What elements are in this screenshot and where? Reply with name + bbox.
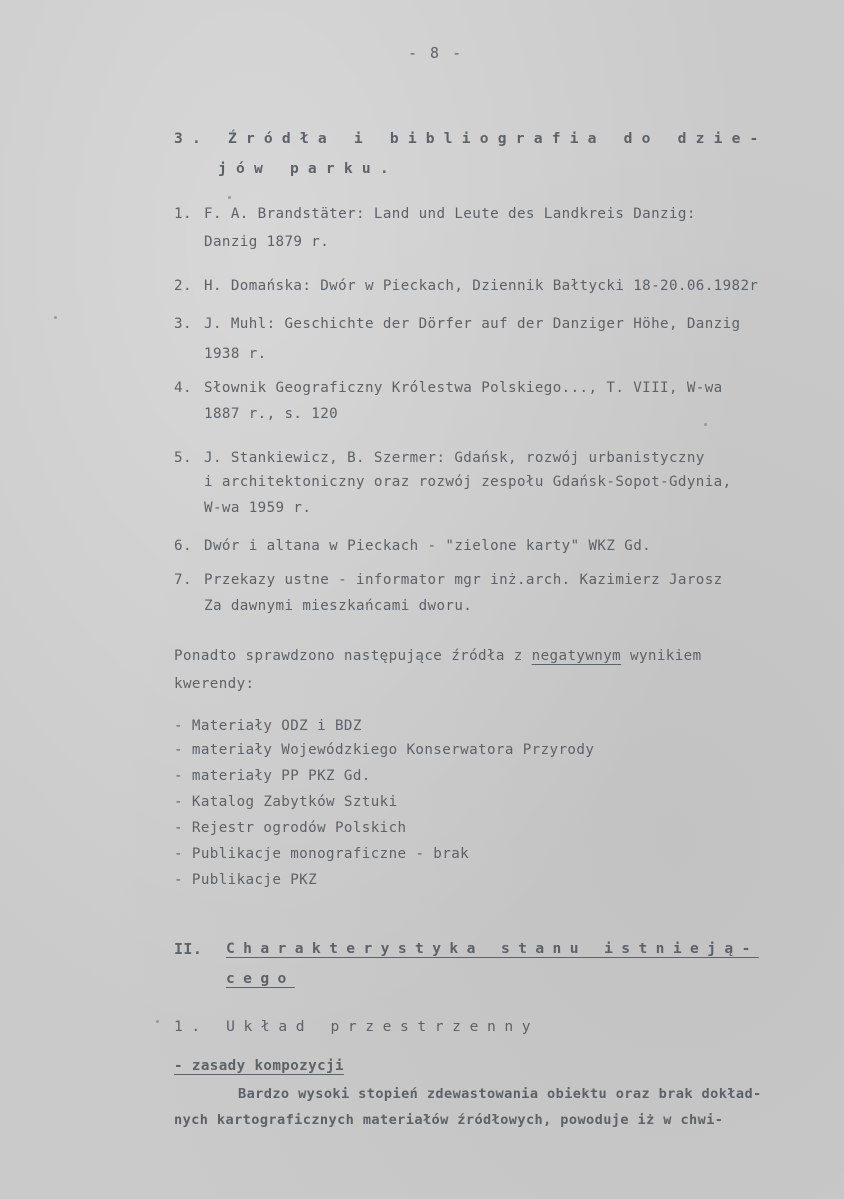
query-intro-line2: kwerendy: <box>174 676 255 692</box>
query-intro-line1 <box>174 648 702 664</box>
bib-item-2-line1: H. Domańska: Dwór w Pieckach, Dziennik Bałtycki 18-20.06.1982r <box>204 278 759 294</box>
checked-source-item: - Publikacje PKZ <box>174 872 318 888</box>
bib-item-4-num: 4. <box>174 380 192 396</box>
paragraph-line1: Bardzo wysoki stopień zdewastowania obiektu oraz brak dokład- <box>238 1086 762 1102</box>
bib-item-4-line1: Słownik Geograficzny Królestwa Polskiego..., T. VIII, W-wa <box>204 380 723 396</box>
bib-item-1-line2: Danzig 1879 r. <box>204 234 330 250</box>
bib-item-7-num: 7. <box>174 572 192 588</box>
bib-item-5-line1: J. Stankiewicz, B. Szermer: Gdańsk, rozwój urbanistyczny <box>204 450 705 466</box>
paper-speck <box>54 316 57 319</box>
section-heading: 3. Źródła i bibliografia do dzie- <box>174 130 768 147</box>
subsection-heading: 1. Układ przestrzenny <box>174 1018 540 1035</box>
bib-item-5-line2: i architektoniczny oraz rozwój zespołu Gdańsk-Sopot-Gdynia, <box>204 474 732 490</box>
checked-source-item: - Katalog Zabytków Sztuki <box>174 794 398 810</box>
checked-source-item: - Materiały ODZ i BDZ <box>174 718 362 734</box>
bib-item-7-line2: Za dawnymi mieszkańcami dworu. <box>204 598 473 614</box>
bib-item-3-line2: 1938 r. <box>204 346 267 362</box>
bib-item-1-num: 1. <box>174 206 192 222</box>
checked-source-item: - materiały PP PKZ Gd. <box>174 768 371 784</box>
bib-item-6-num: 6. <box>174 538 192 554</box>
bib-item-1-line1: F. A. Brandstäter: Land und Leute des Landkreis Danzig: <box>204 206 696 222</box>
query-intro-pre: Ponadto sprawdzono następujące źródła z <box>174 648 532 664</box>
paper-speck <box>704 423 707 426</box>
checked-source-item: - Publikacje monograficzne - brak <box>174 846 470 862</box>
bib-item-3-line1: J. Muhl: Geschichte der Dörfer auf der Danziger Höhe, Danzig <box>204 316 741 332</box>
subsection-point: - zasady kompozycji <box>174 1058 344 1074</box>
bib-item-3-num: 3. <box>174 316 192 332</box>
paper-speck <box>228 196 231 199</box>
paragraph-line2: nych kartograficznych materiałów źródłowych, powoduje iż w chwi- <box>174 1112 724 1128</box>
query-intro-underlined: negatywnym <box>531 648 622 664</box>
checked-source-item: - materiały Wojewódzkiego Konserwatora Przyrody <box>174 742 595 758</box>
bib-item-6-line1: Dwór i altana w Pieckach - "zielone karty" WKZ Gd. <box>204 538 652 554</box>
chapter-heading: Charakterystyka stanu istnieją- <box>226 940 759 957</box>
paper-speck <box>156 1020 159 1023</box>
bib-item-2-num: 2. <box>174 278 192 294</box>
bib-item-5-num: 5. <box>174 450 192 466</box>
chapter-number: II. <box>174 940 203 958</box>
bib-item-5-line3: W-wa 1959 r. <box>204 500 312 516</box>
bib-item-7-line1: Przekazy ustne - informator mgr inż.arch. Kazimierz Jarosz <box>204 572 723 588</box>
page-number: - 8 - <box>408 44 464 62</box>
bib-item-4-line2: 1887 r., s. 120 <box>204 406 339 422</box>
query-intro-post: wynikiem <box>621 648 702 664</box>
chapter-heading-cont: cego <box>226 970 295 987</box>
section-heading-cont: jów parku. <box>218 160 398 177</box>
checked-source-item: - Rejestr ogrodów Polskich <box>174 820 407 836</box>
